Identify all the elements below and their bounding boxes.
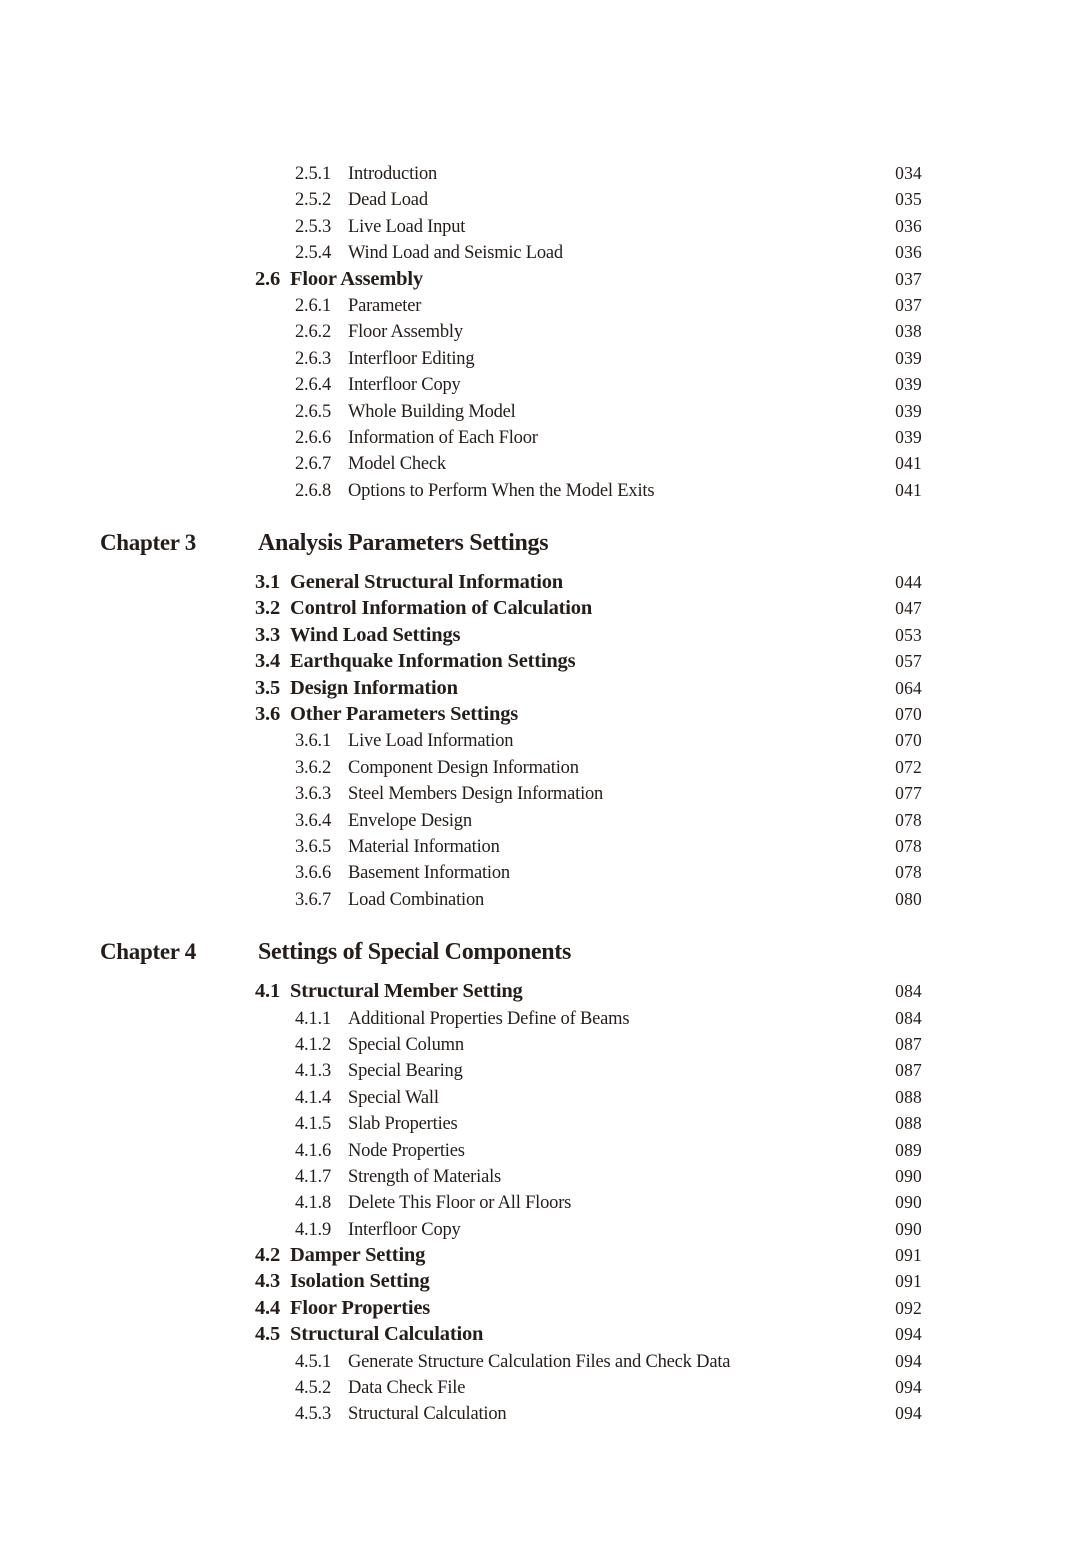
entry-title: General Structural Information: [290, 571, 563, 594]
entry-page-number: 038: [895, 321, 922, 342]
entry-number: 2.6.3: [295, 348, 332, 369]
chapter-title: Settings of Special Components: [258, 939, 572, 966]
entry-number: 2.6.5: [295, 401, 332, 422]
entry-number: 3.6.1: [295, 731, 332, 752]
entry-title: Floor Properties: [290, 1296, 431, 1319]
entry-title: Strength of Materials: [348, 1166, 502, 1187]
entry-page-number: 041: [895, 479, 922, 500]
entry-page-number: 064: [895, 677, 922, 698]
toc-entry: [100, 1189, 922, 1215]
entry-number: 4.1.1: [295, 1008, 332, 1029]
entry-number: 3.2: [255, 597, 281, 620]
toc-entry: [100, 1005, 922, 1031]
toc-entry: [100, 424, 922, 450]
entry-page-number: 089: [895, 1139, 922, 1160]
toc-entry: [100, 371, 922, 397]
entry-title: Interfloor Copy: [348, 375, 461, 396]
entry-page-number: 090: [895, 1192, 922, 1213]
entry-title: Floor Assembly: [348, 322, 463, 343]
entry-page-number: 094: [895, 1377, 922, 1398]
toc-entry: [100, 266, 922, 292]
entry-number: 2.6.1: [295, 295, 332, 316]
entry-title: Damper Setting: [290, 1244, 426, 1267]
entry-title: Earthquake Information Settings: [290, 650, 576, 673]
entry-number: 4.1.9: [295, 1219, 332, 1240]
chapter-label: Chapter 4: [100, 939, 196, 965]
entry-page-number: 053: [895, 624, 922, 645]
toc-entry: [100, 780, 922, 806]
toc-entry: [100, 345, 922, 371]
entry-title: Live Load Input: [348, 216, 466, 237]
entry-title: Interfloor Editing: [348, 348, 475, 369]
entry-page-number: 092: [895, 1297, 922, 1318]
entry-title: Special Column: [348, 1034, 464, 1055]
toc-entry: [100, 186, 922, 212]
entry-number: 4.1.3: [295, 1061, 332, 1082]
entry-number: 4.2: [255, 1244, 281, 1267]
entry-page-number: 091: [895, 1271, 922, 1292]
entry-number: 4.1.2: [295, 1034, 332, 1055]
entry-number: 3.6.4: [295, 810, 332, 831]
toc-entry: [100, 675, 922, 701]
entry-number: 4.5.1: [295, 1351, 332, 1372]
entry-number: 2.5.4: [295, 243, 332, 264]
toc-entry: [100, 569, 922, 595]
entry-number: 4.3: [255, 1270, 281, 1293]
entry-number: 4.5.2: [295, 1378, 332, 1399]
toc-entry: [100, 754, 922, 780]
toc-entry: [100, 978, 922, 1004]
toc-entry: [100, 1110, 922, 1136]
entry-page-number: 034: [895, 163, 922, 183]
entry-title: Node Properties: [348, 1140, 465, 1161]
entry-title: Structural Calculation: [348, 1404, 507, 1425]
toc-entry: [100, 1084, 922, 1110]
entry-title: Isolation Setting: [290, 1270, 430, 1293]
entry-number: 2.6: [255, 267, 281, 290]
toc-entry: [100, 1400, 922, 1426]
entry-page-number: 039: [895, 400, 922, 421]
entry-title: Whole Building Model: [348, 401, 516, 422]
entry-number: 2.5.2: [295, 190, 332, 211]
entry-number: 3.6.5: [295, 836, 332, 857]
toc-entry: [100, 292, 922, 318]
entry-number: 3.6: [255, 703, 281, 726]
entry-number: 2.5.1: [295, 164, 332, 184]
entry-page-number: 087: [895, 1060, 922, 1081]
entry-number: 2.5.3: [295, 216, 332, 237]
entry-title: Parameter: [348, 295, 422, 316]
entry-title: Component Design Information: [348, 757, 579, 778]
toc-entry: [100, 1137, 922, 1163]
entry-page-number: 037: [895, 268, 922, 289]
entry-page-number: 044: [895, 572, 922, 593]
entry-page-number: 070: [895, 704, 922, 725]
chapter-title: Analysis Parameters Settings: [258, 530, 549, 557]
entry-title: Additional Properties Define of Beams: [348, 1008, 630, 1029]
entry-page-number: 078: [895, 835, 922, 856]
entry-title: Introduction: [348, 164, 438, 184]
entry-number: 4.1.5: [295, 1114, 332, 1135]
entry-page-number: 078: [895, 809, 922, 830]
toc-entry: [100, 477, 922, 503]
toc-entry: [100, 1057, 922, 1083]
entry-title: Delete This Floor or All Floors: [348, 1193, 572, 1214]
entry-number: 4.1: [255, 980, 281, 1003]
toc-entry: [100, 1321, 922, 1347]
entry-number: 3.6.6: [295, 863, 332, 884]
entry-title: Generate Structure Calculation Files and Check Data: [348, 1351, 731, 1372]
entry-page-number: 094: [895, 1350, 922, 1371]
entry-title: Envelope Design: [348, 810, 472, 831]
entry-title: Structural Calculation: [290, 1323, 484, 1346]
entry-page-number: 036: [895, 215, 922, 236]
entry-title: Special Bearing: [348, 1061, 463, 1082]
entry-number: 4.1.4: [295, 1087, 332, 1108]
entry-page-number: 088: [895, 1113, 922, 1134]
entry-title: Load Combination: [348, 889, 485, 910]
entry-number: 4.4: [255, 1296, 281, 1319]
entry-title: Dead Load: [348, 190, 428, 211]
table-of-contents: [100, 160, 922, 1427]
entry-page-number: 084: [895, 981, 922, 1002]
entry-page-number: 087: [895, 1033, 922, 1054]
toc-entry: [100, 622, 922, 648]
toc-entry: [100, 1295, 922, 1321]
chapter-heading: [100, 934, 922, 970]
entry-number: 3.1: [255, 571, 281, 594]
entry-title: Options to Perform When the Model Exits: [348, 480, 655, 501]
entry-page-number: 078: [895, 862, 922, 883]
entry-title: Basement Information: [348, 863, 510, 884]
toc-entry: [100, 648, 922, 674]
toc-entry: [100, 886, 922, 912]
entry-title: Structural Member Setting: [290, 980, 523, 1003]
toc-entry: [100, 1348, 922, 1374]
toc-entry: [100, 398, 922, 424]
entry-page-number: 039: [895, 374, 922, 395]
entry-number: 3.5: [255, 676, 281, 699]
entry-page-number: 035: [895, 189, 922, 210]
entry-title: Model Check: [348, 454, 446, 475]
entry-number: 3.6.3: [295, 784, 332, 805]
entry-number: 2.6.2: [295, 322, 332, 343]
entry-page-number: 039: [895, 347, 922, 368]
entry-page-number: 090: [895, 1165, 922, 1186]
toc-entry: [100, 1374, 922, 1400]
entry-page-number: 094: [895, 1403, 922, 1424]
toc-entry: [100, 595, 922, 621]
entry-page-number: 072: [895, 756, 922, 777]
entry-number: 2.6.4: [295, 375, 332, 396]
toc-entry: [100, 318, 922, 344]
chapter-label: Chapter 3: [100, 530, 196, 556]
toc-entry: [100, 1031, 922, 1057]
entry-number: 2.6.6: [295, 427, 332, 448]
toc-entry: [100, 160, 922, 186]
entry-page-number: 057: [895, 651, 922, 672]
entry-page-number: 037: [895, 294, 922, 315]
entry-page-number: 047: [895, 598, 922, 619]
entry-number: 4.1.6: [295, 1140, 332, 1161]
entry-page-number: 084: [895, 1007, 922, 1028]
entry-number: 3.3: [255, 623, 281, 646]
entry-title: Material Information: [348, 836, 500, 857]
entry-number: 4.1.7: [295, 1166, 332, 1187]
toc-entry: [100, 450, 922, 476]
entry-page-number: 090: [895, 1218, 922, 1239]
entry-number: 3.6.7: [295, 889, 332, 910]
entry-title: Control Information of Calculation: [290, 597, 593, 620]
entry-page-number: 094: [895, 1324, 922, 1345]
toc-entry: [100, 1242, 922, 1268]
entry-number: 2.6.7: [295, 454, 332, 475]
entry-title: Wind Load and Seismic Load: [348, 243, 563, 264]
chapter-heading: [100, 525, 922, 561]
toc-entry: [100, 1163, 922, 1189]
toc-entry: [100, 727, 922, 753]
entry-number: 4.5.3: [295, 1404, 332, 1425]
entry-number: 4.1.8: [295, 1193, 332, 1214]
entry-title: Slab Properties: [348, 1114, 458, 1135]
entry-number: 2.6.8: [295, 480, 332, 501]
entry-page-number: 080: [895, 888, 922, 909]
toc-entry: [100, 1216, 922, 1242]
toc-entry: [100, 701, 922, 727]
entry-page-number: 088: [895, 1086, 922, 1107]
entry-title: Data Check File: [348, 1378, 466, 1399]
toc-entry: [100, 213, 922, 239]
entry-title: Information of Each Floor: [348, 427, 538, 448]
entry-title: Interfloor Copy: [348, 1219, 461, 1240]
entry-title: Floor Assembly: [290, 267, 423, 290]
entry-title: Steel Members Design Information: [348, 784, 604, 805]
entry-page-number: 091: [895, 1245, 922, 1266]
entry-page-number: 039: [895, 426, 922, 447]
toc-entry: [100, 859, 922, 885]
entry-number: 4.5: [255, 1323, 281, 1346]
entry-title: Design Information: [290, 676, 458, 699]
entry-page-number: 077: [895, 783, 922, 804]
toc-entry: [100, 807, 922, 833]
entry-title: Wind Load Settings: [290, 623, 461, 646]
entry-title: Special Wall: [348, 1087, 439, 1108]
entry-page-number: 041: [895, 453, 922, 474]
toc-entry: [100, 1268, 922, 1294]
entry-number: 3.6.2: [295, 757, 332, 778]
entry-title: Other Parameters Settings: [290, 703, 519, 726]
entry-number: 3.4: [255, 650, 281, 673]
toc-entry: [100, 239, 922, 265]
entry-page-number: 036: [895, 242, 922, 263]
entry-title: Live Load Information: [348, 731, 514, 752]
toc-entry: [100, 833, 922, 859]
entry-page-number: 070: [895, 730, 922, 751]
